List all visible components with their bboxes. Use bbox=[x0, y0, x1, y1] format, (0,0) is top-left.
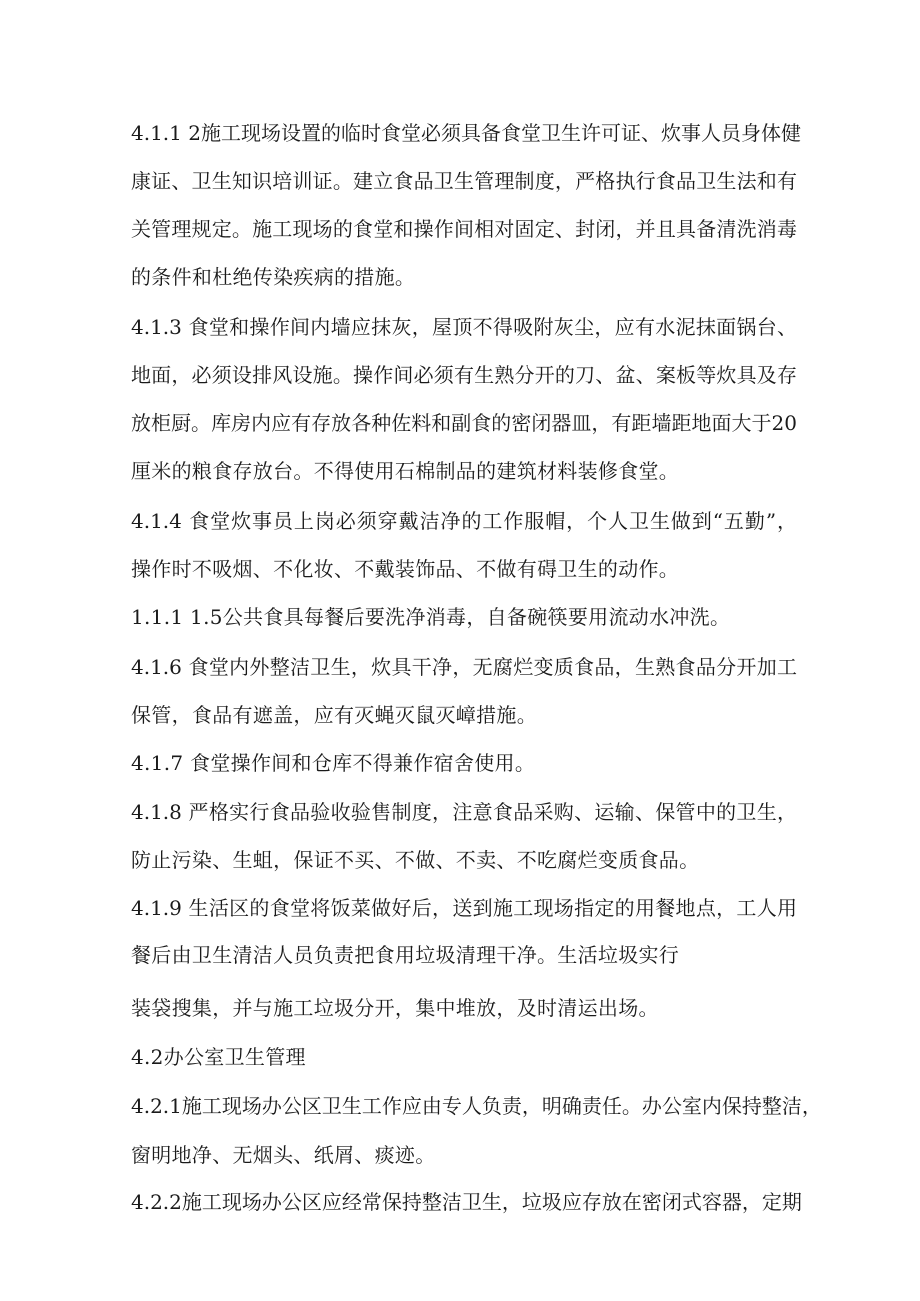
text-line: 4.1.4 食堂炊事员上岗必须穿戴洁净的工作服帽，个人卫生做到“五勤”， bbox=[131, 509, 797, 533]
text-line: 4.1.9 生活区的食堂将饭菜做好后，送到施工现场指定的用餐地点，工人用 bbox=[131, 896, 797, 920]
text-line: 4.1.6 食堂内外整洁卫生，炊具干净，无腐烂变质食品，生熟食品分开加工 bbox=[131, 655, 797, 679]
text-line: 康证、卫生知识培训证。建立食品卫生管理制度，严格执行食品卫生法和有 bbox=[131, 169, 797, 193]
text-line: 保管，食品有遮盖，应有灭蝇灭鼠灭嶂措施。 bbox=[131, 703, 537, 727]
text-line: 窗明地净、无烟头、纸屑、痰迹。 bbox=[131, 1143, 436, 1167]
text-line: 关管理规定。施工现场的食堂和操作间相对固定、封闭，并且具备清洗消毒 bbox=[131, 217, 797, 241]
text-line: 装袋搜集，并与施工垃圾分开，集中堆放，及时清运出场。 bbox=[131, 996, 659, 1020]
text-line: 4.1.8 严格实行食品验收验售制度，注意食品采购、运输、保管中的卫生， bbox=[131, 800, 797, 824]
text-line: 4.1.1 2施工现场设置的临时食堂必须具备食堂卫生许可证、炊事人员身体健 bbox=[131, 121, 801, 145]
text-line: 地面，必须设排风设施。操作间必须有生熟分开的刀、盆、案板等炊具及存 bbox=[131, 363, 797, 387]
text-line: 的条件和杜绝传染疾病的措施。 bbox=[131, 265, 416, 289]
text-line: 放柜厨。库房内应有存放各种佐料和副食的密闭器皿，有距墙距地面大于20 bbox=[131, 411, 797, 435]
text-line: 4.2.1施工现场办公区卫生工作应由专人负责，明确责任。办公室内保持整洁， bbox=[131, 1094, 822, 1118]
text-line: 餐后由卫生清洁人员负责把食用垃圾清理干净。生活垃圾实行 bbox=[131, 943, 680, 967]
text-line: 1.1.1 1.5公共食具每餐后要洗净消毒，自备碗筷要用流动水冲洗。 bbox=[131, 605, 731, 629]
text-line: 4.1.7 食堂操作间和仓库不得兼作宿舍使用。 bbox=[131, 751, 536, 775]
text-line: 4.2.2施工现场办公区应经常保持整洁卫生，垃圾应存放在密闭式容器，定期 bbox=[131, 1190, 802, 1214]
text-line: 防止污染、生蛆，保证不买、不做、不卖、不吃腐烂变质食品。 bbox=[131, 848, 700, 872]
text-line: 厘米的粮食存放台。不得使用石棉制品的建筑材料装修食堂。 bbox=[131, 459, 680, 483]
text-line: 4.1.3 食堂和操作间内墙应抹灰，屋顶不得吸附灰尘，应有水泥抹面锅台、 bbox=[131, 315, 797, 339]
text-line: 操作时不吸烟、不化妆、不戴装饰品、不做有碍卫生的动作。 bbox=[131, 557, 680, 581]
section-heading: 4.2办公室卫生管理 bbox=[131, 1045, 306, 1069]
